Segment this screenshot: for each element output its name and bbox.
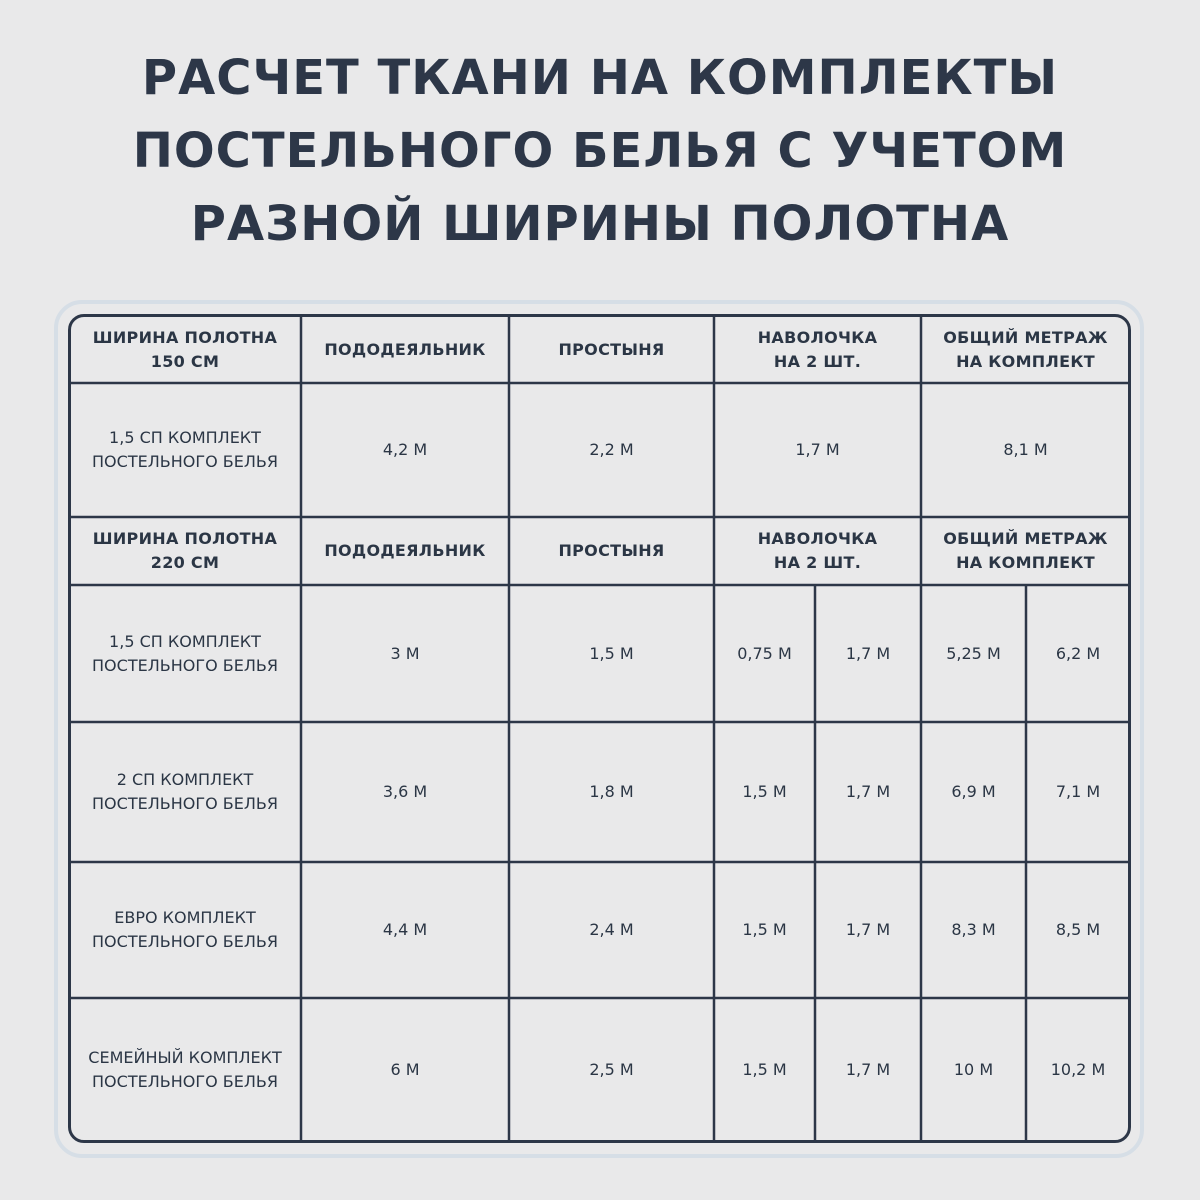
cell-total-a: 10 М <box>953 1060 994 1079</box>
row-name-line-2: ПОСТЕЛЬНОГО БЕЛЬЯ <box>92 1072 278 1091</box>
row-name-line-1: 1,5 СП КОМПЛЕКТ <box>109 631 261 651</box>
header-width-220 <box>69 517 301 585</box>
cell-total-b: 8,5 М <box>1055 920 1101 939</box>
row-name-line-2: ПОСТЕЛЬНОГО БЕЛЬЯ <box>92 655 278 675</box>
cell-duvet: 4,4 М <box>382 920 428 939</box>
page-title <box>0 42 1200 261</box>
row-name-line-1: СЕМЕЙНЫЙ КОМПЛЕКТ <box>88 1048 282 1067</box>
header-total <box>921 517 1130 585</box>
title-line-1: РАСЧЕТ ТКАНИ НА КОМПЛЕКТЫ <box>141 50 1059 106</box>
header-width-150 <box>69 316 301 383</box>
header-total-label: ОБЩИЙ МЕТРАЖ <box>943 529 1108 548</box>
header-total-label: ОБЩИЙ МЕТРАЖ <box>943 327 1108 347</box>
row-name <box>69 383 301 517</box>
header-sheet: ПРОСТЫНЯ <box>558 339 665 359</box>
row-name-line-1: 2 СП КОМПЛЕКТ <box>116 770 254 789</box>
cell-total-a: 5,25 М <box>946 643 1001 663</box>
header-pillowcase-label: НАВОЛОЧКА <box>757 529 878 548</box>
cell-sheet: 1,5 М <box>589 643 634 663</box>
cell-duvet: 3 М <box>390 643 420 663</box>
header-pillowcase <box>714 316 921 383</box>
title-line-3: РАЗНОЙ ШИРИНЫ ПОЛОТНА <box>190 196 1010 252</box>
row-name-line-2: ПОСТЕЛЬНОГО БЕЛЬЯ <box>92 932 278 951</box>
header-width-value: 150 СМ <box>150 351 220 371</box>
cell-sheet: 2,2 М <box>589 440 634 459</box>
cell-total-b: 6,2 М <box>1055 643 1101 663</box>
cell-total: 8,1 М <box>1003 440 1048 459</box>
cell-pillowcase-b: 1,7 М <box>845 643 891 663</box>
cell-sheet: 2,4 М <box>589 920 634 939</box>
cell-sheet: 1,8 М <box>589 782 634 801</box>
row-name <box>69 722 301 862</box>
header-width-value: 220 СМ <box>150 553 220 572</box>
header-width-label: ШИРИНА ПОЛОТНА <box>92 529 278 548</box>
header-pillowcase-qty: НА 2 ШТ. <box>773 553 862 572</box>
cell-total-a: 6,9 М <box>951 782 996 801</box>
header-sheet: ПРОСТЫНЯ <box>558 541 665 560</box>
row-name-line-1: ЕВРО КОМПЛЕКТ <box>114 908 256 927</box>
cell-total-b: 10,2 М <box>1050 1060 1106 1079</box>
cell-total-b: 7,1 М <box>1055 782 1101 801</box>
header-duvet: ПОДОДЕЯЛЬНИК <box>324 541 486 560</box>
header-total-sub: НА КОМПЛЕКТ <box>956 553 1095 572</box>
cell-pillowcase-b: 1,7 М <box>845 920 891 939</box>
header-total <box>921 316 1130 383</box>
cell-pillowcase-a: 1,5 М <box>742 1060 787 1079</box>
header-pillowcase-label: НАВОЛОЧКА <box>757 327 878 347</box>
header-width-label: ШИРИНА ПОЛОТНА <box>92 327 278 347</box>
cell-pillowcase-a: 1,5 М <box>742 782 787 801</box>
header-duvet: ПОДОДЕЯЛЬНИК <box>324 339 486 359</box>
cell-duvet: 6 М <box>390 1060 420 1079</box>
row-name-line-2: ПОСТЕЛЬНОГО БЕЛЬЯ <box>92 452 278 471</box>
cell-pillowcase-a: 1,5 М <box>742 920 787 939</box>
cell-total-a: 8,3 М <box>951 920 996 939</box>
row-name <box>69 998 301 1142</box>
cell-sheet: 2,5 М <box>589 1060 634 1079</box>
row-name-line-2: ПОСТЕЛЬНОГО БЕЛЬЯ <box>92 794 278 813</box>
title-line-2: ПОСТЕЛЬНОГО БЕЛЬЯ С УЧЕТОМ <box>132 123 1068 179</box>
header-pillowcase <box>714 517 921 585</box>
cell-duvet: 4,2 М <box>382 440 428 459</box>
row-name-line-1: 1,5 СП КОМПЛЕКТ <box>109 428 261 447</box>
cell-duvet: 3,6 М <box>382 782 428 801</box>
cell-pillowcase-b: 1,7 М <box>845 1060 891 1079</box>
header-total-sub: НА КОМПЛЕКТ <box>956 351 1095 371</box>
cell-pillowcase: 1,7 М <box>795 440 840 459</box>
cell-pillowcase-b: 1,7 М <box>845 782 891 801</box>
header-pillowcase-qty: НА 2 ШТ. <box>773 351 862 371</box>
cell-pillowcase-a: 0,75 М <box>737 643 792 663</box>
row-name <box>69 585 301 722</box>
row-name <box>69 862 301 998</box>
